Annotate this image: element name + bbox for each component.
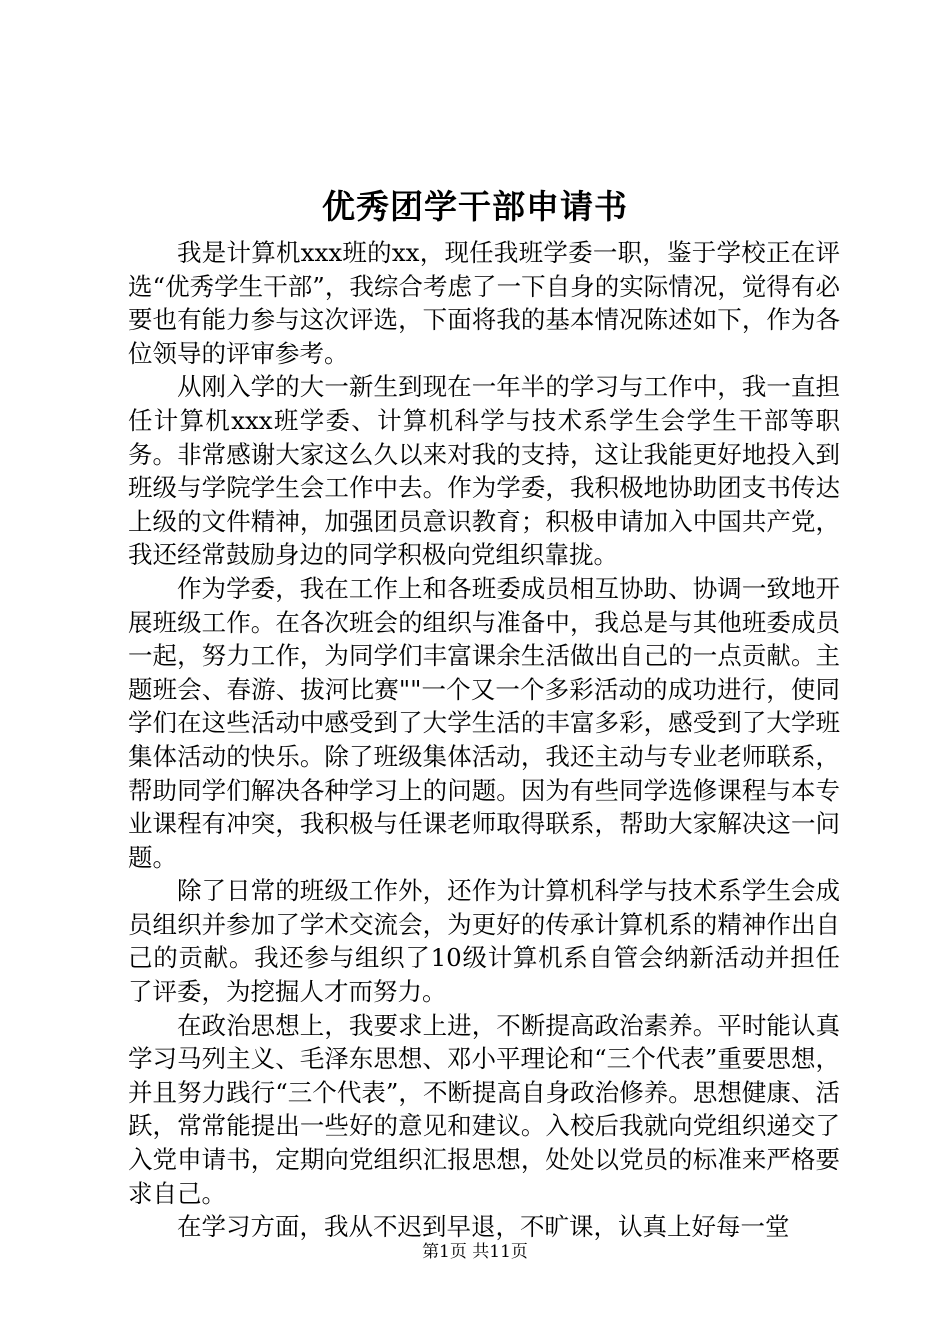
paragraph: 我是计算机xxx班的xx，现任我班学委一职，鉴于学校正在评选“优秀学生干部”，我综合考虑了一下自身的实际情况，觉得有必要也有能力参与这次评选，下面将我的基本情况陈述如下，作为各位领导的评审参考。 [128,238,840,368]
paragraph: 从刚入学的大一新生到现在一年半的学习与工作中，我一直担任计算机xxx班学委、计算机科学与技术系学生会学生干部等职务。非常感谢大家这么久以来对我的支持，这让我能更好地投入到班级与学院学生会工作中去。作为学委，我积极地协助团支书传达上级的文件精神，加强团员意识教育；积极申请加入中国共产党，我还经常鼓励身边的同学积极向党组织靠拢。 [128,372,840,570]
document-body [128,236,840,1244]
paragraph: 作为学委，我在工作上和各班委成员相互协助、协调一致地开展班级工作。在各次班会的组织与准备中，我总是与其他班委成员一起，努力工作，为同学们丰富课余生活做出自己的一点贡献。主题班会、春游、拔河比赛""一个又一个多彩活动的成功进行，使同学们在这些活动中感受到了大学生活的丰富多彩，感受到了大学班集体活动的快乐。除了班级集体活动，我还主动与专业老师联系，帮助同学们解决各种学习上的问题。因为有些同学选修课程与本专业课程有冲突，我积极与任课老师取得联系，帮助大家解决这一问题。 [128,573,840,872]
paragraph: 在政治思想上，我要求上进，不断提高政治素养。平时能认真学习马列主义、毛泽东思想、邓小平理论和“三个代表”重要思想，并且努力践行“三个代表”，不断提高自身政治修养。思想健康、活跃，常常能提出一些好的意见和建议。入校后我就向党组织递交了入党申请书，定期向党组织汇报思想，处处以党员的标准来严格要求自己。 [128,1010,840,1208]
paragraph: 除了日常的班级工作外，还作为计算机科学与技术系学生会成员组织并参加了学术交流会，为更好的传承计算机系的精神作出自己的贡献。我还参与组织了10级计算机系自管会纳新活动并担任了评委，为挖掘人才而努力。 [128,876,840,1007]
document-title: 优秀团学干部申请书 [322,187,628,226]
paragraph: 在学习方面，我从不迟到早退，不旷课，认真上好每一堂 [177,1212,790,1242]
page-footer: 第1页 共11页 [422,1242,528,1262]
